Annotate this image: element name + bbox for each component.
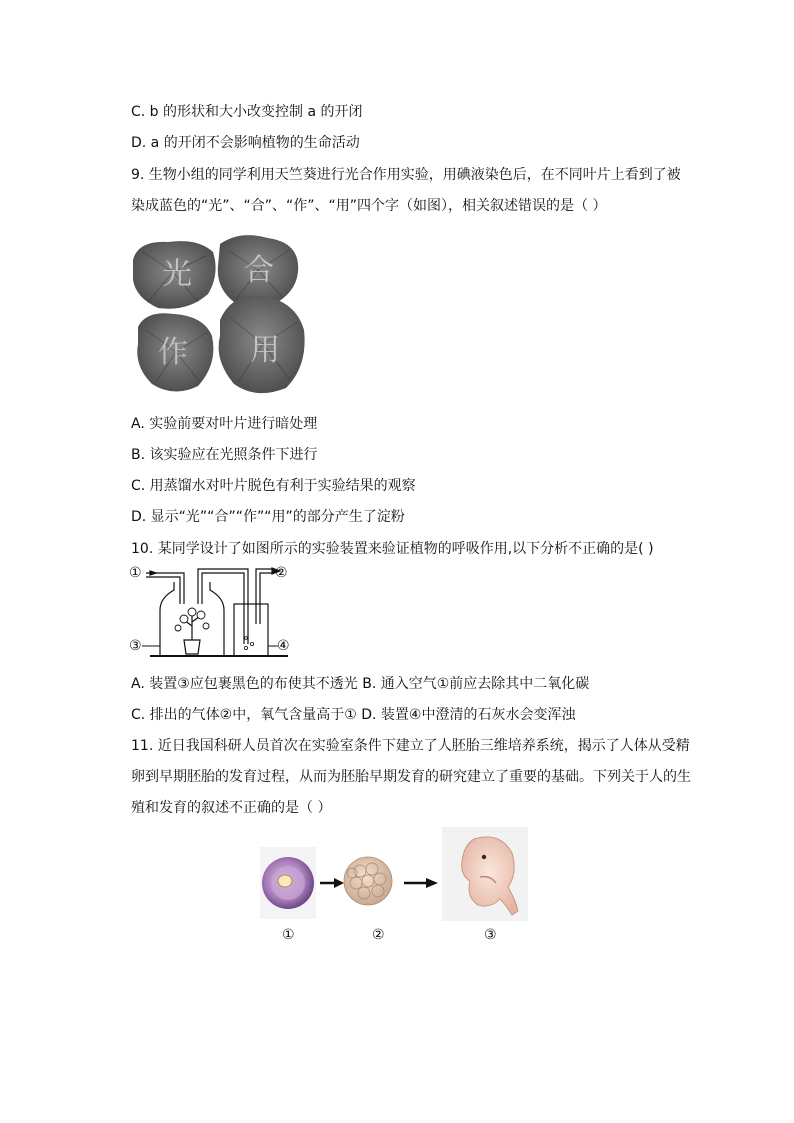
q10-label-2: ② [275,565,288,581]
q9-option-b: B. 该实验应在光照条件下进行 [131,447,318,463]
q11-stem-line1: 11. 近日我国科研人员首次在实验室条件下建立了人胚胎三维培养系统，揭示了人体从受精 [131,738,690,754]
q11-stem-line3: 殖和发育的叙述不正确的是（ ） [131,800,332,816]
q9-option-a: A. 实验前要对叶片进行暗处理 [131,416,318,432]
q11-stage-label-3: ③ [484,927,497,943]
q9-option-c: C. 用蒸馏水对叶片脱色有利于实验结果的观察 [131,478,416,494]
q10-options-row1: A. 装置③应包裹黑色的布使其不透光 B. 通入空气①前应去除其中二氧化碳 [131,676,590,692]
leaf-char-2: 合 [244,253,274,288]
leaf-char-4: 用 [250,333,280,368]
leaf-char-3: 作 [158,335,188,370]
leaf-char-1: 光 [162,257,192,292]
q9-stem-line2: 染成蓝色的“光”、“合”、“作”、“用”四个字（如图），相关叙述错误的是（ ） [131,198,607,214]
q10-label-1: ① [129,565,142,581]
q11-stage-label-1: ① [282,927,295,943]
q8-option-d: D. a 的开闭不会影响植物的生命活动 [131,135,360,151]
q10-apparatus-figure [128,564,294,664]
q9-stem-line1: 9. 生物小组的同学利用天竺葵进行光合作用实验，用碘液染色后，在不同叶片上看到了被 [131,167,681,183]
q10-stem: 10. 某同学设计了如图所示的实验装置来验证植物的呼吸作用,以下分析不正确的是( ) [131,541,654,557]
q11-stage-label-2: ② [372,927,385,943]
q9-option-d: D. 显示“光”“合”“作”“用”的部分产生了淀粉 [131,509,405,525]
q9-leaf-figure [128,232,308,400]
q10-label-4: ④ [277,638,290,654]
q8-option-c: C. b 的形状和大小改变控制 a 的开闭 [131,104,363,120]
q11-development-figure [260,825,530,923]
q10-label-3: ③ [129,638,142,654]
q10-options-row2: C. 排出的气体②中，氧气含量高于① D. 装置④中澄清的石灰水会变浑浊 [131,707,576,723]
q11-stem-line2: 卵到早期胚胎的发育过程，从而为胚胎早期发育的研究建立了重要的基础。下列关于人的生 [131,769,691,785]
